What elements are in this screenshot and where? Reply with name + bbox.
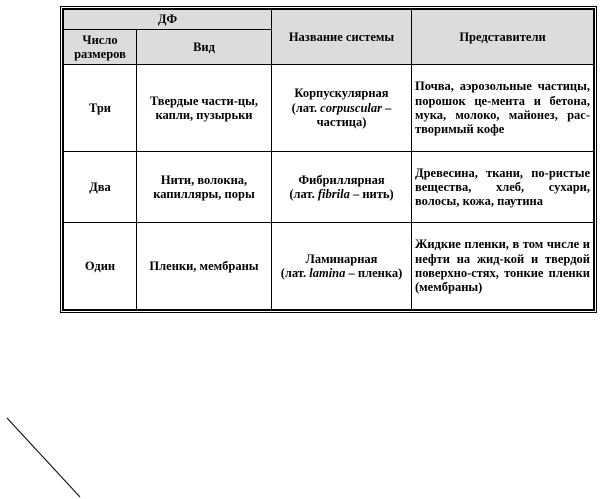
header-representatives: Представители: [412, 10, 594, 65]
latin-word: fibrila: [317, 187, 350, 201]
cell-system-name: [272, 223, 412, 310]
cell-system-name: [272, 65, 412, 152]
table-row: [64, 152, 594, 223]
latin-prefix: (лат.: [291, 100, 321, 115]
system-name: Фибриллярная: [298, 172, 385, 187]
dispersed-phase-table: [63, 9, 594, 310]
latin-suffix: – пленка): [345, 266, 403, 280]
cell-count: Один: [64, 223, 137, 310]
latin-word: corpuscular: [320, 100, 382, 115]
latin-prefix: (лат.: [280, 266, 310, 280]
header-row-top: [64, 10, 594, 30]
cell-count: Два: [64, 152, 137, 223]
cell-count: Три: [64, 65, 137, 152]
dispersed-phase-table-frame: [60, 6, 597, 313]
header-count-of-dimensions: Число размеров: [64, 30, 137, 65]
header-system-name: Название системы: [272, 10, 412, 65]
cell-kind: Твердые части-цы, капли, пузырьки: [137, 65, 272, 152]
latin-prefix: (лат.: [289, 187, 318, 201]
cell-representatives: Почва, аэрозольные частицы, порошок це-мента и бетона, мука, молоко, майонез, рас-творимый кофе: [412, 65, 594, 152]
system-name: Корпускулярная: [294, 86, 389, 101]
diagonal-line: [7, 418, 80, 497]
latin-suffix: – нить): [349, 187, 394, 201]
system-name: Ламинарная: [305, 251, 378, 266]
table-row: [64, 223, 594, 310]
cell-representatives: Жидкие пленки, в том числе и нефти на жид-кой и твердой поверхно-стях, тонкие пленки (мембраны): [412, 223, 594, 310]
cell-representatives: Древесина, ткани, по-ристые вещества, хлеб, сухари, волосы, кожа, паутина: [412, 152, 594, 223]
header-kind: Вид: [137, 30, 272, 65]
latin-word: lamina: [309, 266, 346, 280]
cell-kind: Пленки, мембраны: [137, 223, 272, 310]
table-row: [64, 65, 594, 152]
cell-kind: Нити, волокна, капилляры, поры: [137, 152, 272, 223]
latin-suffix: – частица): [316, 100, 392, 130]
header-df: ДФ: [64, 10, 272, 30]
cell-system-name: [272, 152, 412, 223]
